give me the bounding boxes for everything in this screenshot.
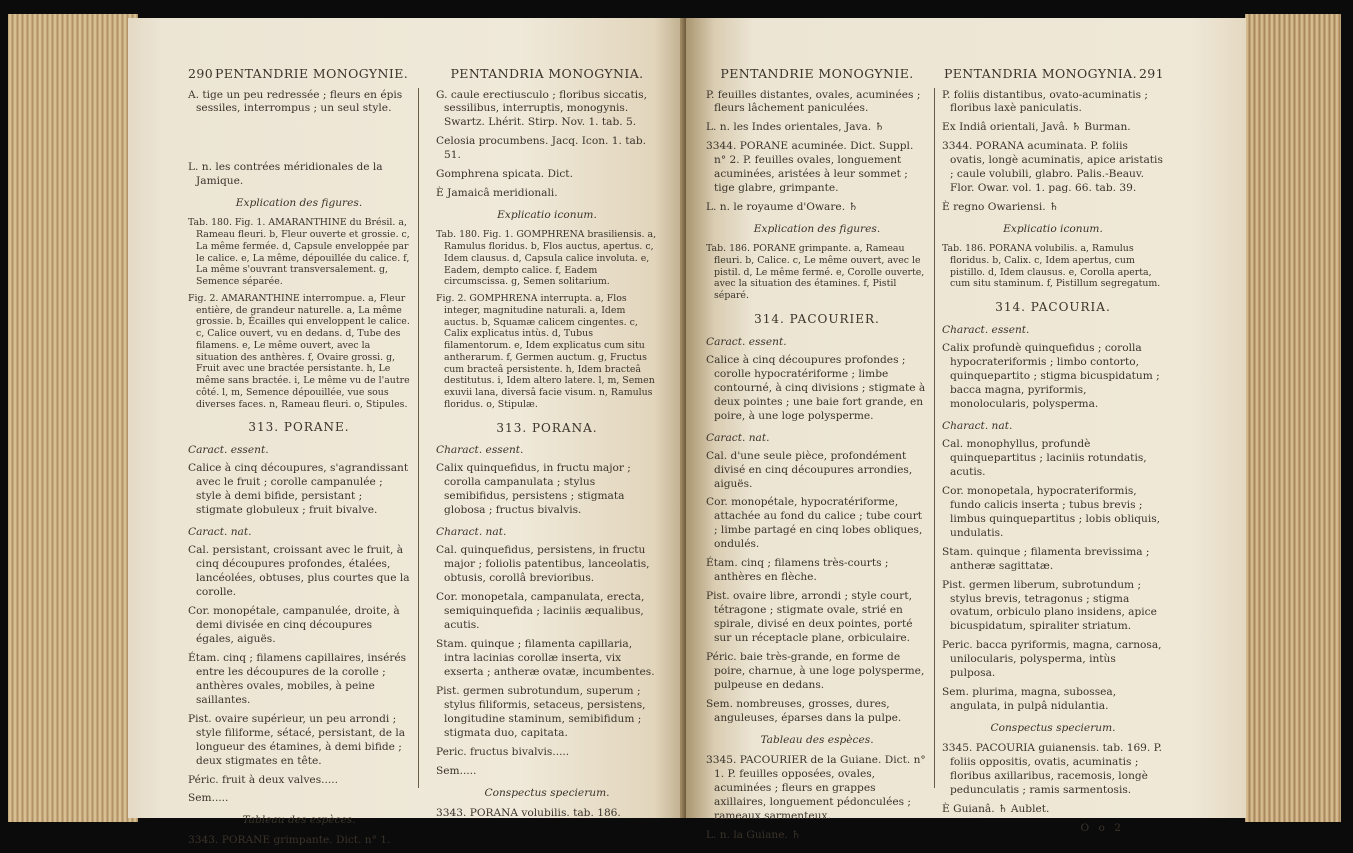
species-entry: 3345. PACOURIER de la Guiane. Dict. n° 1. P. feuilles opposées, ovales, acuminées ; fleurs en grappes axillaires, longuement pédonculées ; rameaux sarmenteux.	[706, 753, 926, 822]
page-number: 291	[1138, 66, 1164, 81]
page-number: 290	[188, 66, 214, 81]
habitat: L. n. la Guiane. ♄	[706, 828, 801, 841]
figure-explanation: Tab. 186. PORANA volubilis. a, Ramulus floridus. b, Calix. c, Idem apertus, cum pistillo. d, Idem clausus. e, Corolla aperta, cum situ staminum. f, Pistillum segregatum.	[942, 243, 1161, 290]
character-text: Péric. fruit à deux valves.....	[188, 773, 338, 786]
species-entry: 3343. PORANA volubilis. tab. 186.	[436, 806, 621, 819]
habitat: È regno Owariensi. ♄	[942, 201, 1059, 214]
figure-explanation: Fig. 2. GOMPHRENA interrupta. a, Flos integer, magnitudine naturali. a, Idem auctus. b, Squamæ calicem cingentes. c, Calix explicatus intùs. d, Tubus filamentorum. e, Idem explicatus cum situ antherarum. f, Germen auctum. g, Fructus cum bracteâ persistente. h, Idem bracteâ destitutus. i, Idem altero latere. l, m, Semen exuvii lana, diversâ facie visum. n, Ramulus floridus. o, Stipulæ.	[436, 293, 655, 410]
running-head-title: PENTANDRIE MONOGYNIE.	[720, 66, 914, 81]
character-text: Pist. ovaire libre, arrondi ; style court, tétragone ; stigmate ovale, strié en spirale, divisé en deux pointes, porté sur un réceptacle plane, orbiculaire.	[706, 590, 913, 645]
character-text: Sem. nombreuses, grosses, dures, anguleuses, éparses dans la pulpe.	[706, 698, 902, 725]
right-page-latin-column	[942, 66, 1164, 836]
subheading: Charact. nat.	[436, 526, 507, 539]
species-entry: 3344. PORANE acuminée. Dict. Suppl. n° 2. P. feuilles ovales, longuement acuminées, aristées à leur sommet ; tige glabre, grimpante.	[706, 140, 914, 195]
running-head-title: PENTANDRIA MONOGYNIA.	[943, 66, 1137, 81]
character-text: Calix quinquefidus, in fructu major ; corolla campanulata ; stylus semibifidus, persistens ; stigmata globosa ; fructus bivalvis.	[436, 462, 631, 517]
character-text: Cal. d'une seule pièce, profondément divisé en cinq découpures arrondies, aiguës.	[706, 449, 913, 490]
genus-heading: 314. PACOURIER.	[754, 311, 880, 326]
figure-explanation: Tab. 186. PORANE grimpante. a, Rameau fleuri. b, Calice. c, Le même ouvert, avec le pistil. d, Le même fermé. e, Corolle ouverte, avec la situation des étamines. f, Pistil séparé.	[706, 243, 925, 302]
character-text: Cor. monopetala, hypocrateriformis, fundo calicis inserta ; tubus brevis ; limbus quinquepartitus ; lobis obliquis, undulatis.	[942, 484, 1161, 539]
running-head-title: PENTANDRIA MONOGYNIA.	[450, 66, 644, 81]
character-text: Peric. fructus bivalvis.....	[436, 745, 570, 758]
character-text: Pist. ovaire supérieur, un peu arrondi ; style filiforme, sétacé, persistant, de la longueur des étamines, à demi bifide ; deux stigmates en tête.	[188, 712, 406, 767]
character-text: Calice à cinq découpures, s'agrandissant avec le fruit ; corolle campanulée ; style à demi bifide, persistant ; stigmate globuleux ; fruit bivalve.	[188, 462, 409, 517]
reference: Gomphrena spicata. Dict.	[436, 168, 573, 181]
species-entry: 3345. PACOURIA guianensis. tab. 169. P. foliis oppositis, ovatis, acuminatis ; floribus axillaribus, racemosis, longè pedunculatis ; ramis sarmentosis.	[942, 742, 1163, 797]
section-heading: Explication des figures.	[235, 197, 363, 210]
character-text: Sem. plurima, magna, subossea, angulata, in pulpâ nidulantia.	[942, 686, 1117, 713]
habitat: È Guianâ. ♄ Aublet.	[942, 803, 1050, 816]
column-rule	[934, 88, 935, 788]
genus-heading: 314. PACOURIA.	[995, 300, 1111, 315]
reference: Celosia procumbens. Jacq. Icon. 1. tab. 51.	[436, 135, 646, 162]
character-text: Pist. germen subrotundum, superum ; stylus filiformis, setaceus, persistens, longitudine staminum, semibifidum ; stigmata duo, capitata.	[436, 684, 646, 739]
book-edge-right	[1245, 14, 1341, 822]
character-text: Cal. quinquefidus, persistens, in fructu major ; foliolis patentibus, lanceolatis, obtusis, corollâ brevioribus.	[436, 544, 650, 585]
character-text: Cor. monopétale, campanulée, droite, à demi divisée en cinq découpures égales, aiguës.	[188, 604, 400, 645]
character-text: Stam. quinque ; filamenta brevissima ; antheræ sagittatæ.	[942, 545, 1150, 572]
right-page-french-column	[706, 66, 928, 848]
section-heading: Explicatio iconum.	[497, 209, 597, 222]
subheading: Charact. nat.	[942, 419, 1013, 432]
column-rule	[418, 88, 419, 788]
species-description: A. tige un peu redressée ; fleurs en épis sessiles, interrompus ; un seul style.	[188, 88, 403, 115]
section-heading: Explicatio iconum.	[1003, 223, 1103, 236]
species-entry: 3344. PORANA acuminata. P. foliis ovatis, longè acuminatis, apice aristatis ; caule volubili, glabro. Palis.-Beauv. Flor. Owar. vol. 1. pag. 66. tab. 39.	[942, 140, 1163, 195]
character-text: Cor. monopétale, hypocratériforme, attachée au fond du calice ; tube court ; limbe partagé en cinq lobes obliques, ondulés.	[706, 496, 923, 551]
subheading: Caract. essent.	[188, 444, 269, 457]
character-text: Pist. germen liberum, subrotundum ; stylus brevis, tetragonus ; stigma ovatum, orbiculo plano insidens, apice bicuspidatum, spiraliter striatum.	[942, 578, 1157, 633]
habitat: L. n. le royaume d'Oware. ♄	[706, 201, 858, 214]
species-entry: 3343. PORANE grimpante. Dict. n° 1.	[188, 834, 391, 847]
right-page	[686, 18, 1246, 841]
figure-explanation: Tab. 180. Fig. 1. GOMPHRENA brasiliensis. a, Ramulus floridus. b, Flos auctus, apertus. c, Idem clausus. d, Capsula calice involuta. e, Eadem, dempto calice. f, Eadem circumscissa. g, Semen solitarium.	[436, 229, 657, 288]
character-text: Calix profundè quinquefidus ; corolla hypocrateriformis ; limbo contorto, quinquepartito ; stigma bicuspidatum ; bacca magna, pyriformis, monolocularis, polysperma.	[942, 342, 1160, 410]
character-text: Cal. monophyllus, profundè quinquepartitus ; laciniis rotundatis, acutis.	[942, 437, 1147, 478]
book-edge-left	[8, 14, 138, 822]
character-text: Cal. persistant, croissant avec le fruit, à cinq découpures profondes, étalées, lancéolées, obtuses, plus courtes que la corolle.	[188, 543, 410, 598]
subheading: Charact. essent.	[942, 324, 1030, 337]
character-text: Étam. cinq ; filamens très-courts ; anthères en flèche.	[706, 557, 889, 584]
character-text: Calice à cinq découpures profondes ; corolle hypocratériforme ; limbe contourné, à cinq divisions ; stigmate à deux pointes ; une baie fort grande, en poire, à une loge polysperme.	[706, 353, 926, 422]
habitat: È Jamaicâ meridionali.	[436, 187, 558, 200]
habitat: L. n. les contrées méridionales de la Jamique.	[188, 161, 383, 188]
section-heading: Tableau des espèces.	[760, 734, 874, 747]
running-head	[942, 66, 1164, 83]
character-text: Sem.....	[436, 764, 477, 777]
character-text: Étam. cinq ; filamens capillaires, insérés entre les découpures de la corolle ; anthères ovales, mobiles, à peine saillantes.	[188, 651, 407, 706]
section-heading: Conspectus specierum.	[990, 722, 1116, 735]
section-heading: Conspectus specierum.	[484, 786, 610, 799]
subheading: Caract. nat.	[188, 526, 252, 539]
character-text: Péric. baie très-grande, en forme de poire, charnue, à une loge polysperme, pulpeuse en dedans.	[706, 651, 925, 692]
habitat: L. n. les Indes orientales, Java. ♄	[706, 121, 885, 134]
running-head	[188, 66, 410, 83]
left-page-latin-column	[436, 66, 658, 826]
character-text: Cor. monopetala, campanulata, erecta, semiquinquefida ; laciniis æqualibus, acutis.	[436, 591, 645, 631]
subheading: Caract. nat.	[706, 431, 770, 444]
section-heading: Tableau des espèces.	[242, 814, 356, 827]
left-page	[128, 18, 688, 847]
habitat: Ex Indiâ orientali, Javâ. ♄ Burman.	[942, 121, 1131, 134]
species-description: G. caule erectiusculo ; floribus siccatis, sessilibus, interruptis, monogynis. Swartz. Lhérit. Stirp. Nov. 1. tab. 5.	[436, 88, 647, 129]
subheading: Caract. essent.	[706, 335, 787, 348]
character-text: Sem.....	[188, 792, 229, 805]
genus-heading: 313. PORANE.	[248, 420, 350, 435]
running-head-title: PENTANDRIE MONOGYNIE.	[214, 66, 409, 81]
subheading: Charact. essent.	[436, 444, 524, 457]
character-text: Peric. bacca pyriformis, magna, carnosa, unilocularis, polysperma, intùs pulposa.	[942, 639, 1162, 680]
section-heading: Explication des figures.	[753, 223, 881, 236]
genus-heading: 313. PORANA.	[496, 420, 598, 435]
signature-mark: O o 2	[1080, 822, 1124, 835]
species-description: P. feuilles distantes, ovales, acuminées ; fleurs lâchement paniculées.	[706, 88, 921, 115]
species-description: P. foliis distantibus, ovato-acuminatis ; floribus laxè paniculatis.	[942, 88, 1148, 115]
figure-explanation: Tab. 180. Fig. 1. AMARANTHINE du Brésil. a, Rameau fleuri. b, Fleur ouverte et grossie. c, La même fermée. d, Capsule enveloppée par le calice. e, La même, dépouillée du calice. f, La même s'ouvrant transversalement. g, Semence séparée.	[188, 217, 410, 288]
left-page-french-column	[188, 66, 410, 853]
figure-explanation: Fig. 2. AMARANTHINE interrompue. a, Fleur entière, de grandeur naturelle. a, La même grossie. b, Écailles qui enveloppent le calice. c, Calice ouvert, vu en dedans. d, Tube des filamens. e, Le même ouvert, avec la situation des anthères. f, Ovaire grossi. g, Fruit avec une bractée persistante. h, Le même sans bractée. i, Le même vu de l'autre côté. l, m, Semence dépouillée, vue sous diverses faces. n, Rameau fleuri. o, Stipules.	[188, 292, 410, 410]
character-text: Stam. quinque ; filamenta capillaria, intra lacinias corollæ inserta, vix exserta ; antheræ ovatæ, incumbentes.	[436, 637, 655, 678]
